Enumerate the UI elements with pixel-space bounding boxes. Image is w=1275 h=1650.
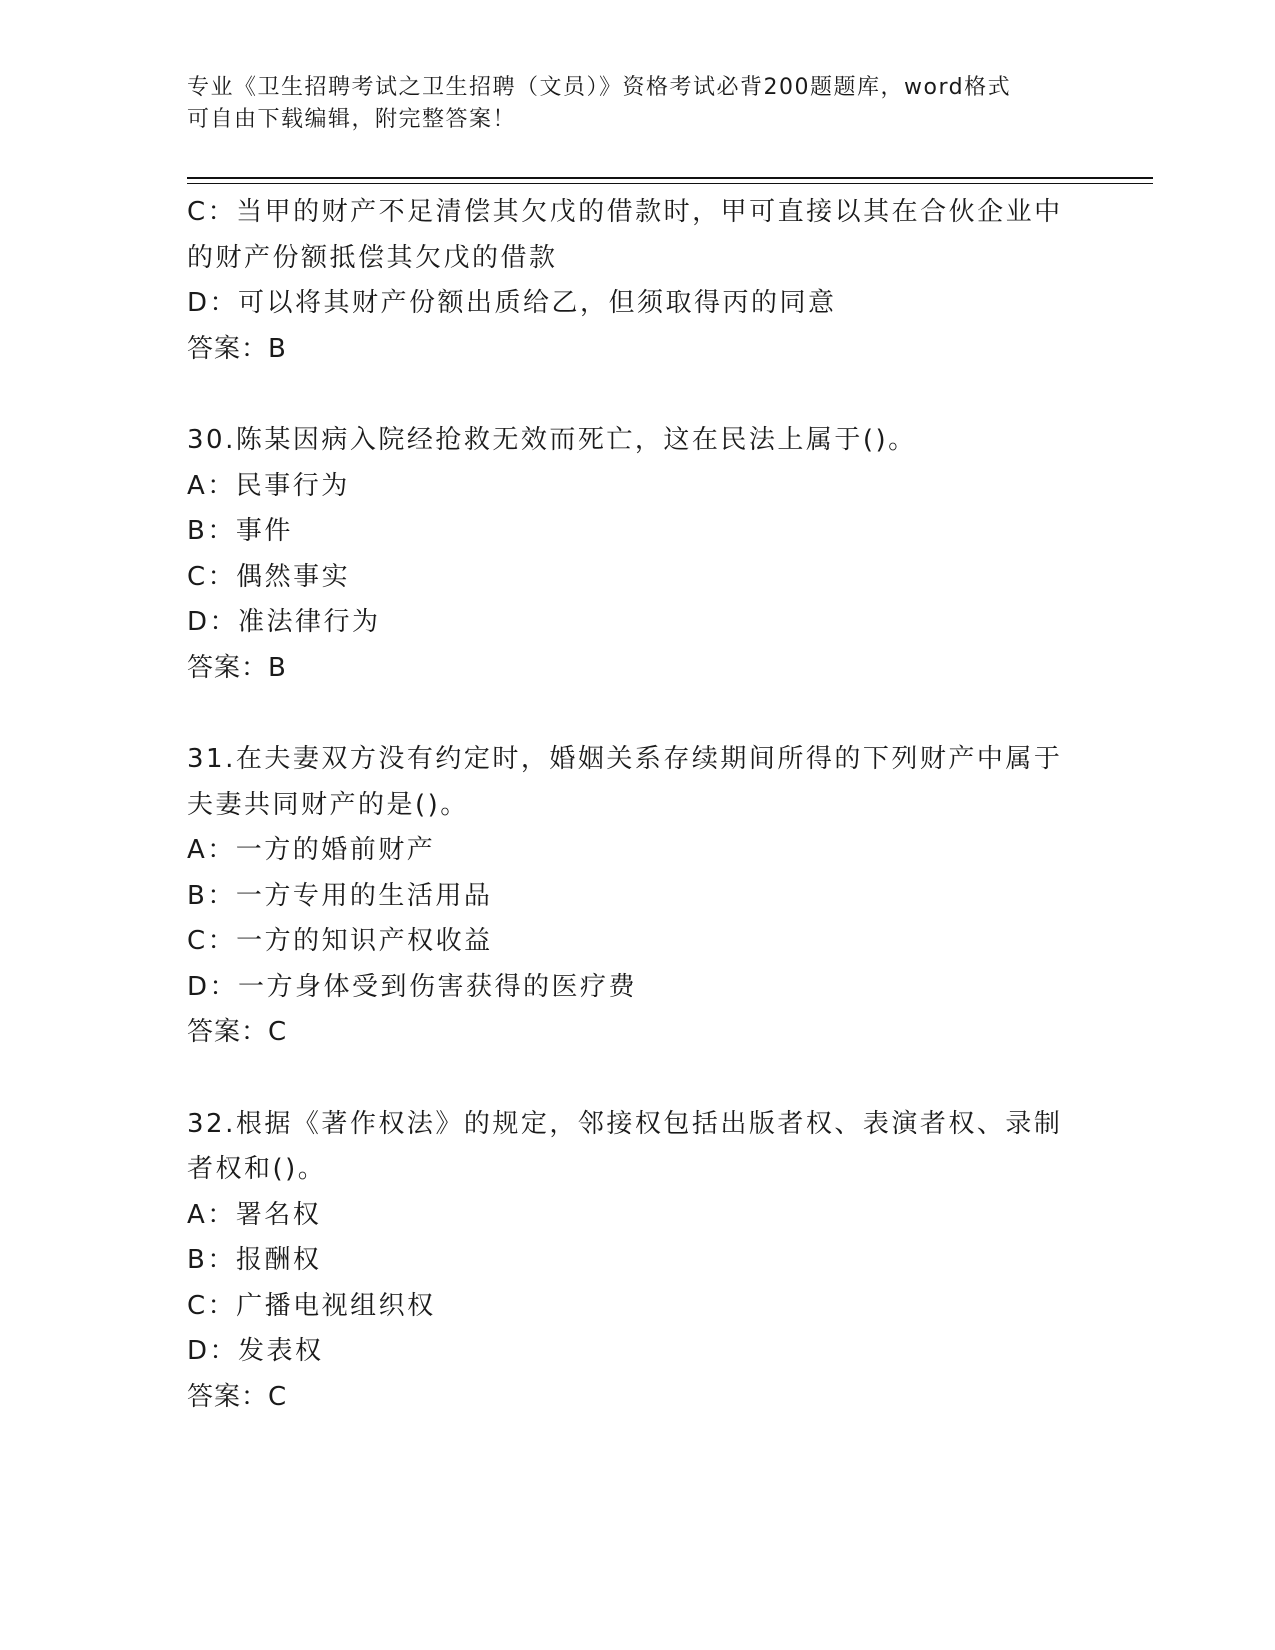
header-line-1: 专业《卫生招聘考试之卫生招聘（文员）》资格考试必背200题题库，word格式 (187, 75, 1012, 100)
question-list (187, 190, 1087, 1420)
option-c: C：广播电视组织权 (187, 1290, 436, 1321)
question-32 (187, 1102, 1087, 1421)
option-a: A：一方的婚前财产 (187, 835, 436, 865)
question-stem-line-1: 32.根据《著作权法》的规定，邻接权包括出版者权、表演者权、录制 (187, 1108, 1063, 1139)
option-b: B：一方专用的生活用品 (187, 880, 493, 911)
question-stem-line-2: 夫妻共同财产的是()。 (187, 789, 469, 820)
option-c-line-2: 的财产份额抵偿其欠戊的借款 (187, 242, 558, 273)
option-d: D：一方身体受到伤害获得的医疗费 (187, 971, 638, 1002)
document-header (187, 72, 1067, 136)
question-stem: 30.陈某因病入院经抢救无效而死亡，这在民法上属于()。 (187, 425, 917, 455)
question-29-continued (187, 190, 1087, 372)
option-a: A：民事行为 (187, 470, 350, 501)
option-c-line-1: C：当甲的财产不足清偿其欠戊的借款时，甲可直接以其在合伙企业中 (187, 197, 1063, 227)
question-31 (187, 737, 1087, 1056)
question-30 (187, 418, 1087, 691)
header-divider-thick (187, 177, 1153, 179)
option-b: B：报酬权 (187, 1245, 322, 1275)
answer: 答案：C (187, 1017, 288, 1047)
option-c: C：一方的知识产权收益 (187, 926, 493, 956)
spacer (187, 372, 1087, 418)
option-c: C：偶然事实 (187, 561, 351, 592)
spacer (187, 1056, 1087, 1102)
spacer (187, 691, 1087, 737)
header-divider-thin (187, 183, 1153, 184)
answer: 答案：B (187, 652, 287, 683)
option-d: D：准法律行为 (187, 607, 381, 637)
option-a: A：署名权 (187, 1199, 322, 1230)
option-b: B：事件 (187, 516, 293, 546)
option-d: D：可以将其财产份额出质给乙，但须取得丙的同意 (187, 288, 837, 318)
question-stem-line-2: 者权和()。 (187, 1154, 327, 1184)
option-d: D：发表权 (187, 1336, 324, 1366)
question-stem-line-1: 31.在夫妻双方没有约定时，婚姻关系存续期间所得的下列财产中属于 (187, 744, 1063, 774)
answer: 答案：C (187, 1381, 288, 1412)
answer: 答案：B (187, 333, 287, 364)
header-line-2: 可自由下载编辑，附完整答案！ (187, 107, 517, 132)
